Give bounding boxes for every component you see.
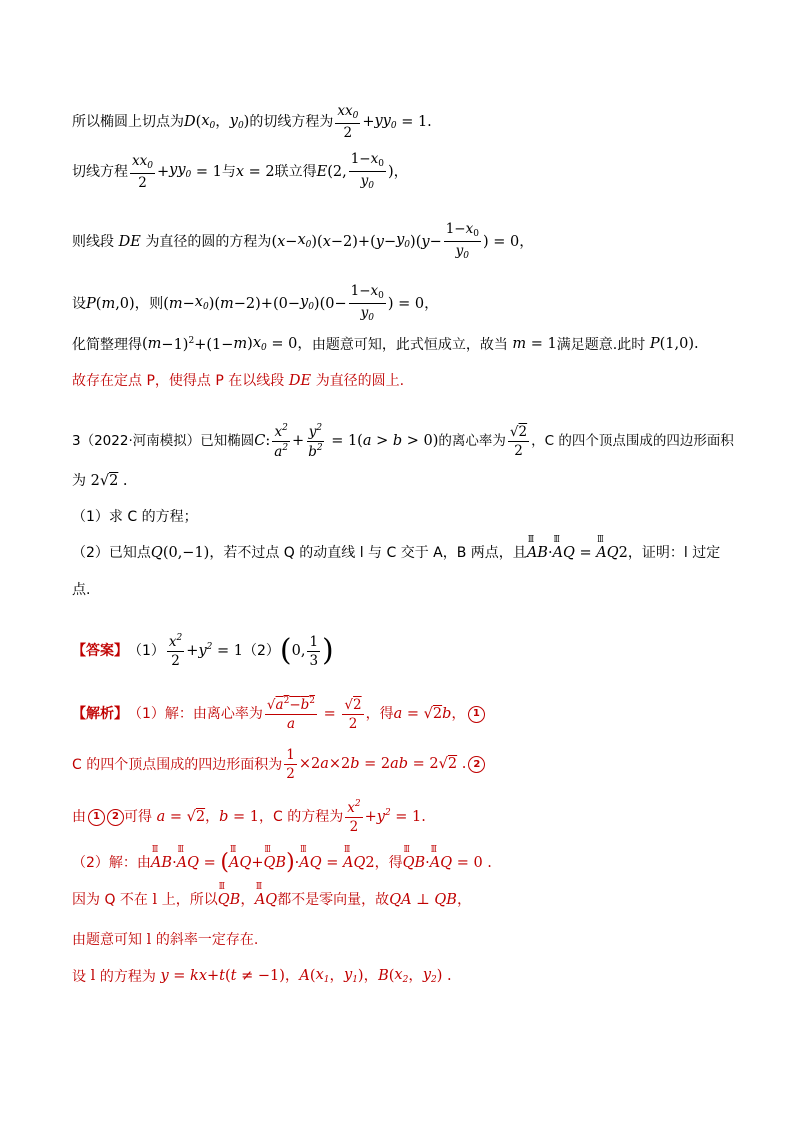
text: （1） [128,643,165,660]
text: 所以椭圆上切点为 [72,114,184,131]
question-3-stem: 3（2022·河南模拟）已知椭圆 C : $\frac{x^2}{a^2}$ + $\frac{y^2}{b^2}$ = 1( a > b > 0) 的离心率为 $\frac{√2}{2}$ ，C 的四个顶点围成的四边形面积 [72,423,734,461]
text: 设 [72,295,86,312]
circled-1-icon: 1 [468,706,485,723]
text: 满足题意.此时 [556,336,646,353]
text: 上，所以 [161,892,218,909]
solution-line-4: （2）解：由 ꟾꟾꟾ AB · ꟾꟾꟾ AQ = ( ꟾꟾꟾ AQ + ꟾꟾꟾ QB ) · ꟾꟾꟾ AQ = ꟾꟾꟾ AQ 2 ，得 ꟾꟾꟾ QB · ꟾꟾꟾ AQ = 0 . [72,852,734,874]
text: 可得 [124,809,152,826]
question-3-part-2-cont [72,583,734,597]
text: 故存在定点 P，使得点 P 在以线段 [72,373,285,390]
text: （1）解：由离心率为 [128,706,263,723]
circled-1-icon: 1 [88,809,105,826]
text: ， [205,809,220,826]
text: ，得 [374,855,403,871]
text: 则 [149,295,164,312]
text-line-2: 切线方程 $\frac{xx_0}{2}$ + $yy_0$ = 1 与 x = 2 联立得 E (2, $\frac{1-x_0}{y_0}$ )， [72,151,409,192]
text: 设 [72,968,86,985]
text-line-5: 化简整理得 ( m −1)$^2$+(1− m ) $x_0$ = 0， 由题意可知，此式恒成立，故当 m = 1 满足题意.此时 P (1,0). [72,335,699,353]
text: 由题意可知，此式恒成立，故当 [311,336,508,353]
text: 由 [72,809,86,826]
text: 由题意可知 [72,932,142,949]
text: 与 [221,163,236,180]
circled-2-icon: 2 [468,756,485,773]
text: C 的四个顶点围成的四边形面积为 [72,756,283,773]
solution-line-7: 设 l 的方程为 y = kx + t ( t ≠ −1)， A ( $x_1$ ， $y_1$ )， B ( $x_2$ ， $y_2$ ) . [72,967,452,985]
text: 切线方程 [72,163,128,180]
math-fraction: $\frac{xx_0}{2}$ [337,103,359,142]
solution-line-1: 【解析】 （1）解：由离心率为 $\frac{√a^2-b^2}{a}$ = $\frac{√2}{2}$ ，得 a = √2 b ， 1 [72,697,734,731]
text: 为直径的圆上. [315,373,405,390]
text: ，得 [365,706,394,723]
answer-tag: 【答案】 [72,643,128,660]
text: （2）解：由 [72,855,151,871]
solution-tag: 【解析】 [72,706,128,723]
text: 的斜率一定存在. [155,932,259,949]
text: 为直径的圆的方程为 [145,233,272,250]
text: 联立得 [274,163,317,180]
text: 的方程为 [99,968,156,985]
math-point-d: D [184,114,196,131]
text: ，证明：l 过定 [627,545,721,562]
text: 点. [72,582,91,598]
solution-line-3: 由 1 2 可得 a = √2 ， b = 1 ，C 的方程为 $\frac{x^2}{2}$ + $y^2$ = 1. [72,799,426,836]
solution-line-6: 由题意可知 l 的斜率一定存在. [72,932,259,949]
solution-line-2: C 的四个顶点围成的四边形面积为 $\frac{1}{2}$ ×2 a ×2 b = 2 ab = 2√2 . 2 [72,748,734,781]
text: ，C 的方程为 [259,809,344,826]
text: 都不是零向量，故 [277,892,390,909]
text-line-3: 则线段 DE 为直径的圆的方程为 ( x − $x_0$ )( x −2)+( y − $y_0$ )( y − $\frac{1-x_0}{y_0}$ ) = 0， [72,221,534,262]
text: （1）求 C 的方程； [72,509,198,525]
text: 的切线方程为 [249,114,334,131]
text-line-6: 故存在定点 P，使得点 P 在以线段 DE 为直径的圆上. [72,373,405,390]
text: 为 [72,473,86,490]
text: 则线段 [72,233,114,250]
circled-2-icon: 2 [107,809,124,826]
question-3-part-2: （2）已知点 Q (0,−1) ，若不过点 Q 的动直线 l 与 C 交于 A，B 两点，且 ꟾꟾꟾ AB · ꟾꟾꟾ AQ = ꟾꟾꟾ AQ 2 ，证明：l 过定 [72,546,734,561]
text-line-1: 所以椭圆上切点为 D ( $x_0$ ， $y_0$ ) 的切线方程为 $\frac{xx_0}{2}$ + $yy_0$ = 1. [72,103,432,142]
answer-line: 【答案】 （1） $\frac{x^2}{2}$ + $y^2$ = 1 （2） ( 0, $\frac{1}{3}$ ) [72,633,334,670]
text: ，C 的四个顶点围成的四边形面积 [531,432,734,449]
question-3-stem-cont: 为 2√2 . [72,473,128,490]
text: 3（2022·河南模拟）已知椭圆 [72,432,255,449]
text: 化简整理得 [72,336,142,353]
text: （2） [242,643,280,660]
text: 因为 Q 不在 [72,892,148,909]
text: （2）已知点 [72,545,151,562]
question-3-part-1 [72,510,734,524]
text-line-4: 设 P ( m ,0)， 则 ( m − $x_0$ )( m −2)+(0− $y_0$ )(0− $\frac{1-x_0}{y_0}$ ) = 0， [72,283,439,324]
text: 的离心率为 [438,432,506,449]
text: ，若不过点 Q 的动直线 l 与 C 交于 A，B 两点，且 [209,545,527,562]
solution-line-5: 因为 Q 不在 l 上，所以 ꟾꟾꟾ QB ， ꟾꟾꟾ AQ 都不是零向量，故 QA ⊥ QB ， [72,893,734,908]
